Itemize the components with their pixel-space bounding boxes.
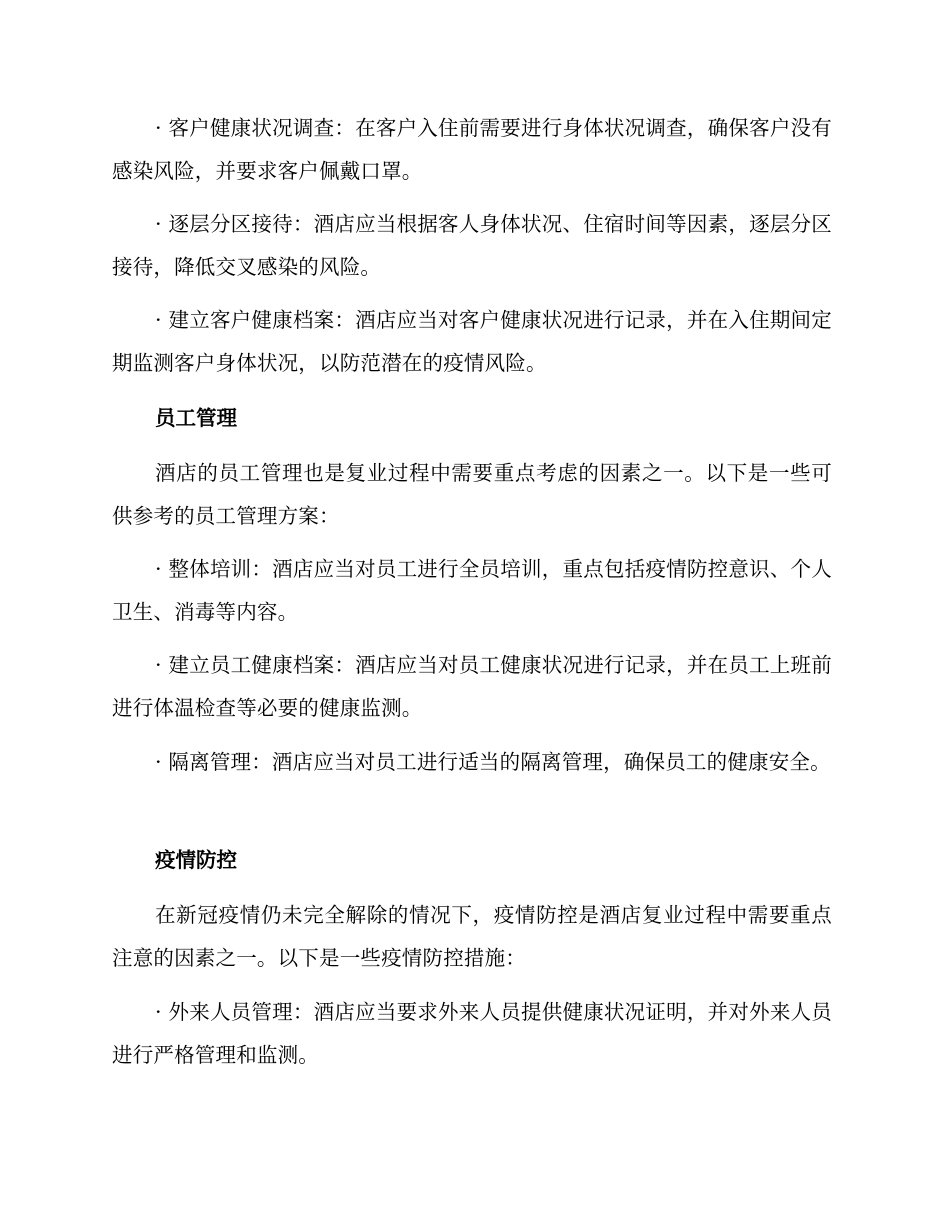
customer-health-survey-item: · 客户健康状况调查：在客户入住前需要进行身体状况调查，确保客户没有感染风险，并要求客户佩戴口罩。 [112, 116, 832, 183]
tiered-zone-reception-item: · 逐层分区接待：酒店应当根据客人身体状况、住宿时间等因素，逐层分区接待，降低交叉感染的风险。 [112, 212, 832, 279]
overall-training-item: · 整体培训：酒店应当对员工进行全员培训，重点包括疫情防控意识、个人卫生、消毒等内容。 [112, 557, 832, 624]
staff-health-record-item: · 建立员工健康档案：酒店应当对员工健康状况进行记录，并在员工上班前进行体温检查等必要的健康监测。 [112, 653, 832, 720]
staff-management-intro: 酒店的员工管理也是复业过程中需要重点考虑的因素之一。以下是一些可供参考的员工管理方案： [112, 461, 832, 528]
isolation-management-item: · 隔离管理：酒店应当对员工进行适当的隔离管理，确保员工的健康安全。 [155, 750, 831, 774]
visitor-management-item: · 外来人员管理：酒店应当要求外来人员提供健康状况证明，并对外来人员进行严格管理和监测。 [112, 1000, 832, 1067]
customer-health-record-item: · 建立客户健康档案：酒店应当对客户健康状况进行记录，并在入住期间定期监测客户身体状况，以防范潜在的疫情风险。 [112, 308, 832, 375]
staff-management-heading: 员工管理 [155, 406, 237, 430]
epidemic-control-intro: 在新冠疫情仍未完全解除的情况下，疫情防控是酒店复业过程中需要重点注意的因素之一。以下是一些疫情防控措施： [112, 903, 832, 970]
epidemic-control-heading: 疫情防控 [155, 848, 237, 872]
